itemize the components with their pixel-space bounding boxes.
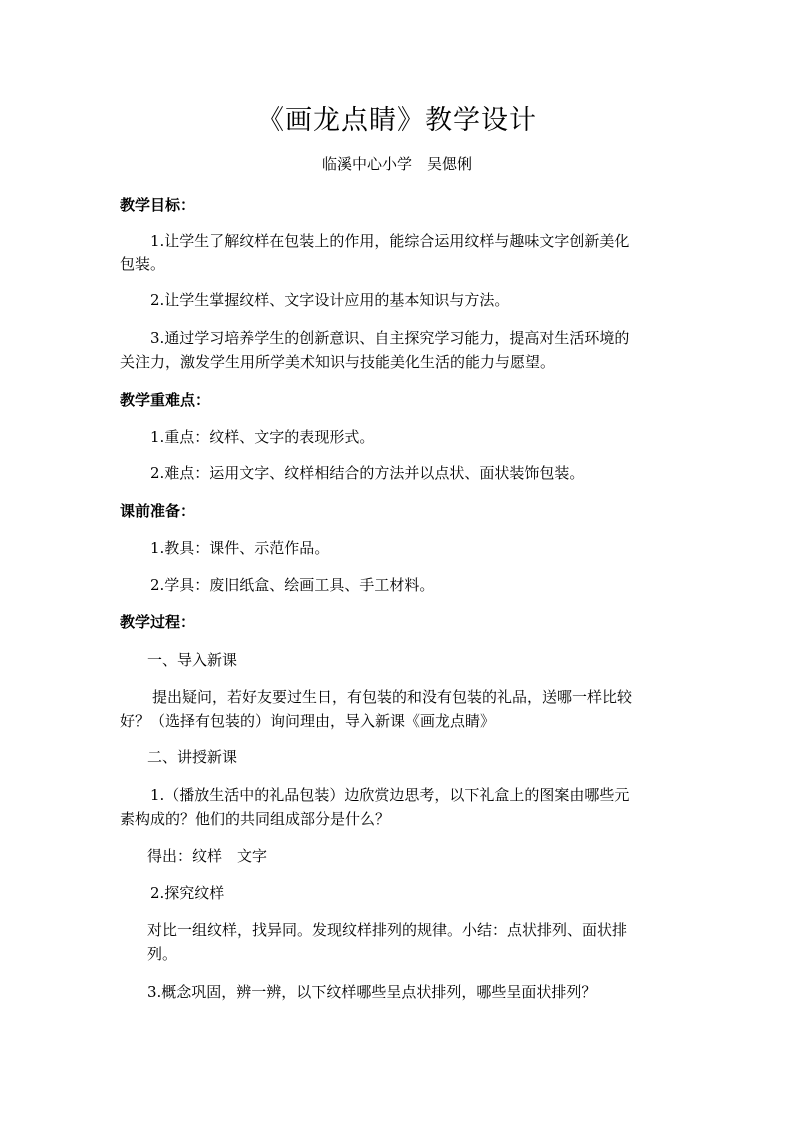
paragraph-line: 得出：纹样 文字 xyxy=(147,847,268,865)
paragraph-line: 列。 xyxy=(147,945,178,963)
paragraph-line: 3.概念巩固，辨一辨，以下纹样哪些呈点状排列，哪些呈面状排列？ xyxy=(147,983,597,1001)
section-heading-goals: 教学目标： xyxy=(120,196,196,214)
paragraph-line: 好？（选择有包装的）询问理由，导入新课《画龙点睛》 xyxy=(120,712,496,730)
author-line: 临溪中心小学 吴偲俐 xyxy=(321,155,472,173)
paragraph-line: 2.探究纹样 xyxy=(150,884,225,902)
section-heading-process: 教学过程： xyxy=(120,613,196,631)
paragraph-line: 1.教具：课件、示范作品。 xyxy=(150,539,330,557)
paragraph-line: 对比一组纹样，找异同。发现纹样排列的规律。小结：点状排列、面状排 xyxy=(147,921,628,939)
paragraph-line: 素构成的？他们的共同组成部分是什么？ xyxy=(120,810,391,828)
paragraph-line: 1.让学生了解纹样在包装上的作用，能综合运用纹样与趣味文字创新美化 xyxy=(150,232,630,250)
subsection-heading: 一、导入新课 xyxy=(147,651,238,669)
subsection-heading: 二、讲授新课 xyxy=(147,748,238,766)
paragraph-line: 关注力，激发学生用所学美术知识与技能美化生活的能力与愿望。 xyxy=(120,353,556,371)
paragraph-line: 2.难点：运用文字、纹样相结合的方法并以点状、面状装饰包装。 xyxy=(150,464,585,482)
paragraph-line: 提出疑问，若好友要过生日，有包装的和没有包装的礼品，送哪一样比较 xyxy=(152,688,633,706)
paragraph-line: 1.重点：纹样、文字的表现形式。 xyxy=(150,428,375,446)
paragraph-line: 2.让学生掌握纹样、文字设计应用的基本知识与方法。 xyxy=(150,291,510,309)
paragraph-line: 3.通过学习培养学生的创新意识、自主探究学习能力，提高对生活环境的 xyxy=(150,329,630,347)
section-heading-key-points: 教学重难点： xyxy=(120,391,211,409)
page-title: 《画龙点睛》教学设计 xyxy=(257,105,537,136)
paragraph-line: 2.学具：废旧纸盒、绘画工具、手工材料。 xyxy=(150,576,435,594)
paragraph-line: 1.（播放生活中的礼品包装）边欣赏边思考，以下礼盒上的图案由哪些元 xyxy=(150,786,630,804)
section-heading-preparation: 课前准备： xyxy=(120,502,196,520)
paragraph-line: 包装。 xyxy=(120,255,166,273)
